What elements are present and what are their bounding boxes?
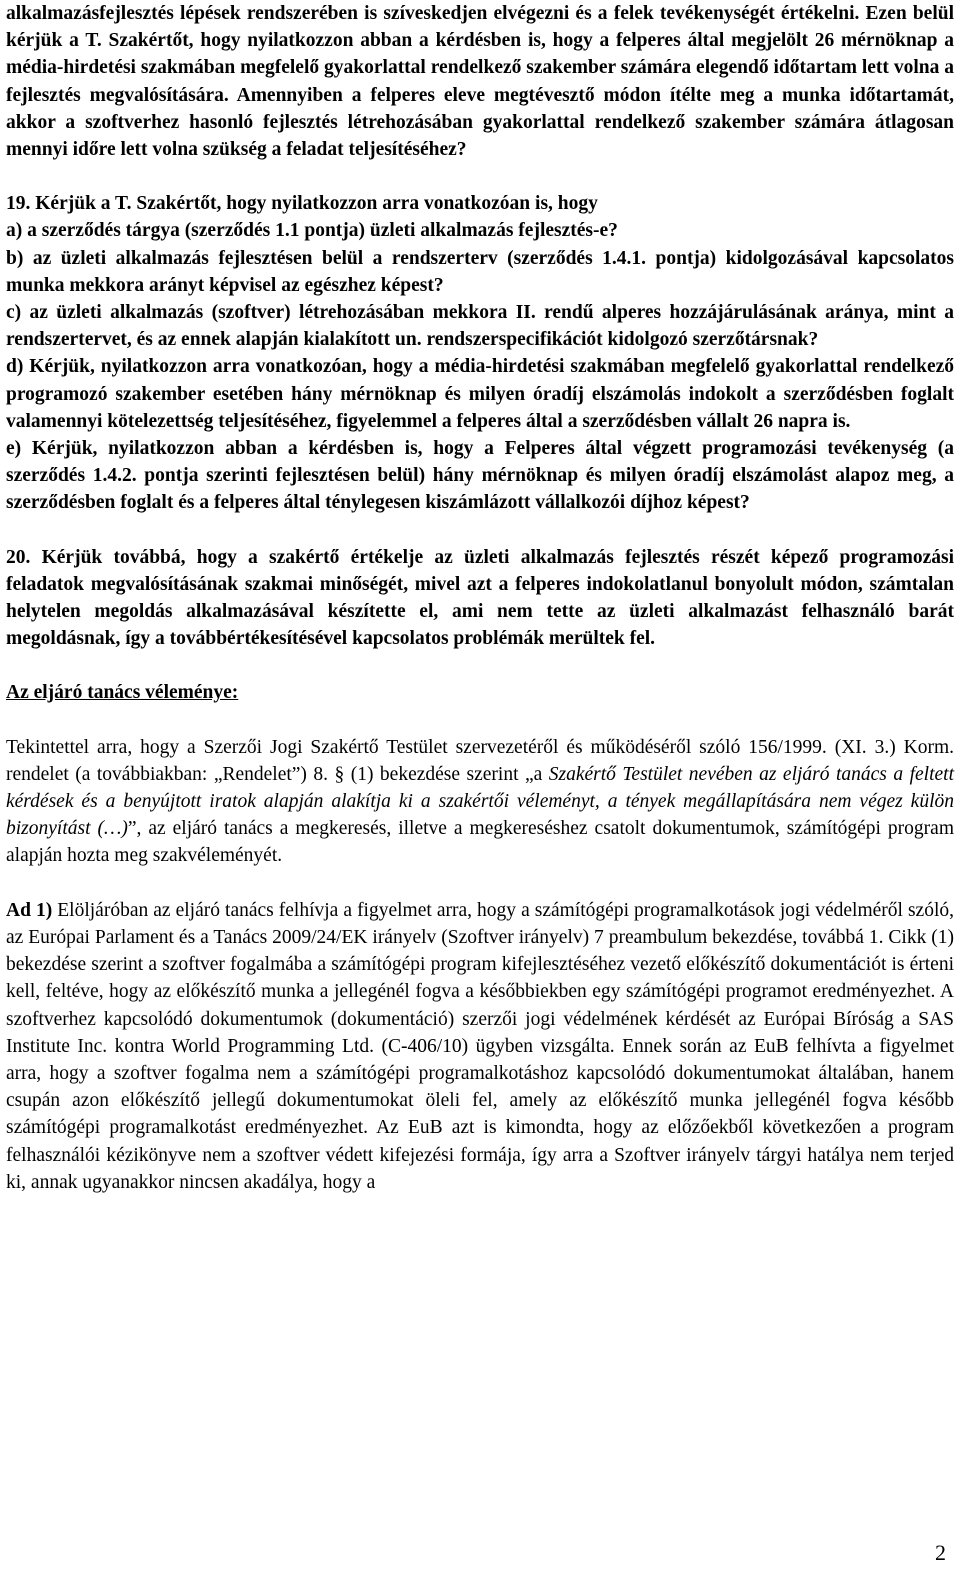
spacer [6,517,954,544]
question-20: 20. Kérjük továbbá, hogy a szakértő értékelje az üzleti alkalmazás fejlesztés részét képező programozási feladatok megvalósításának szakmai minőségét, mivel azt a felperes indokolatlanul bonyolult módon, számtalan helytelen megoldás alkalmazásával készítette el, ami nem tette az üzleti alkalmazást felhasználó barát megoldásnak, így a továbbértékesítésével kapcsolatos problémák merültek fel. [6,546,954,650]
section-heading: Az eljáró tanács véleménye: [6,682,239,704]
question-19-e: e) Kérjük, nyilatkozzon abban a kérdésben is, hogy a Felperes által végzett programozási tevékenység (a szerződés 1.4.2. pontja szerinti fejlesztésen belül) hány mérnöknap és milyen óradíj elszámolást alapoz meg, a szerződésben foglalt és a felperes által ténylegesen kiszámlázott vállalkozói díjhoz képest? [6,438,954,514]
question-19-d: d) Kérjük, nyilatkozzon arra vonatkozóan, hogy a média-hirdetési szakmában megfelelő gyakorlattal rendelkező programozó szakember esetében hány mérnöknap és milyen óradíj elszámolás indokolt a szerződésben foglalt valamennyi kötelezettség teljesítéséhez, figyelemmel a felperes által a szerződésben vállalt 26 napra is. [6,356,954,432]
ad1-paragraph [6,897,954,1196]
question-19-intro: 19. Kérjük a T. Szakértőt, hogy nyilatkozzon arra vonatkozóan is, hogy [6,193,598,215]
spacer [6,163,954,190]
ad1-text: Elöljáróban az eljáró tanács felhívja a figyelmet arra, hogy a számítógépi programalkotások jogi védelméről szóló, az Európai Parlament és a Tanács 2009/24/EK irányelv (Szoftver irányelv) 7 preambulum bekezdése, továbbá 1. Cikk (1) bekezdése szerint a szoftver fogalmába a számítógépi program kifejlesztéséhez vezető előkészítő dokumentációt is érteni kell, feltéve, hogy az előkészítő munka a jellegénél fogva a későbbiekben egy számítógépi programot eredményezhet. A szoftverhez kapcsolódó dokumentumok (dokumentáció) szerzői jogi védelmének kérdését az Európai Bíróság a SAS Institute Inc. kontra World Programming Ltd. (C-406/10) ügyben vizsgálta. Ennek során az EuB felhívta a figyelmet arra, hogy a szoftver fogalma nem a számítógépi programalkotáshoz kapcsolódó dokumentumokat általában, hanem csupán azon előkészítő jellegű dokumentumokat öleli fel, amely az előkészítő munka jellegénél fogva később számítógépi programalkotást eredményezhet. Az EuB azt is kimondta, hogy az előzőekből következően a program felhasználói kézikönyve nem a szoftver védett kifejezési formája, így arra a Szoftver irányelv tárgyi hatálya nem terjed ki, annak ugyanakkor nincsen akadálya, hogy a [6,899,955,1193]
intro-quote: Szakértő Testület nevében az eljáró tanács a feltett kérdések és a benyújtott iratok alapján alakítja ki a szakértői véleményt, a tények megállapítására nem végez külön bizonyítást (…) [6,763,954,840]
expert-question-paragraph: alkalmazásfejlesztés lépések rendszerében is szíveskedjen elvégezni és a felek tevékenységét értékelni. Ezen belül kérjük a T. Szakértőt, hogy nyilatkozzon abban a kérdésben is, hogy a felperes által megjelölt 26 mérnöknap a média-hirdetési szakmában megfelelő gyakorlattal rendelkező szakember számára elegendő időtartam lett volna a fejlesztés megvalósítására. Amennyiben a felperes eleve megtévesztő módon ítélte meg a munka időtartamát, akkor a szoftverhez hasonló fejlesztés létrehozásában gyakorlattal rendelkező szakember számára átlagosan mennyi időre lett volna szükség a feladat teljesítéséhez? [6,3,954,161]
intro-text-start: Tekintettel arra, hogy a Szerzői Jogi Szakértő Testület szervezetéről és működéséről szóló 156/1999. (XI. 3.) Korm. rendelet (a továbbiakban: „Rendelet”) 8. § (1) bekezdése szerint „a [6,736,954,785]
document-page [6,0,954,1196]
spacer [6,652,954,679]
opinion-intro-paragraph [6,734,954,870]
spacer [6,870,954,897]
question-19-c: c) az üzleti alkalmazás (szoftver) létrehozásában mekkora II. rendű alperes hozzájárulásának aránya, mint a rendszertervet, és az ennek alapján kialakított un. rendszerspecifikációt kidolgozó szerzőtársnak? [6,302,954,351]
intro-text-end: ”, az eljáró tanács a megkeresés, illetve a megkereséshez csatolt dokumentumok, számítógépi program alapján hozta meg szakvéleményét. [6,818,954,867]
spacer [6,707,954,734]
page-number: 2 [935,1540,946,1565]
question-19-b: b) az üzleti alkalmazás fejlesztésen belül a rendszerterv (szerződés 1.4.1. pontja) kidolgozásával kapcsolatos munka mekkora arányt képvisel az egészhez képest? [6,247,954,296]
question-19-a: a) a szerződés tárgya (szerződés 1.1 pontja) üzleti alkalmazás fejlesztés-e? [6,220,618,242]
ad1-label: Ad 1) [6,899,53,921]
